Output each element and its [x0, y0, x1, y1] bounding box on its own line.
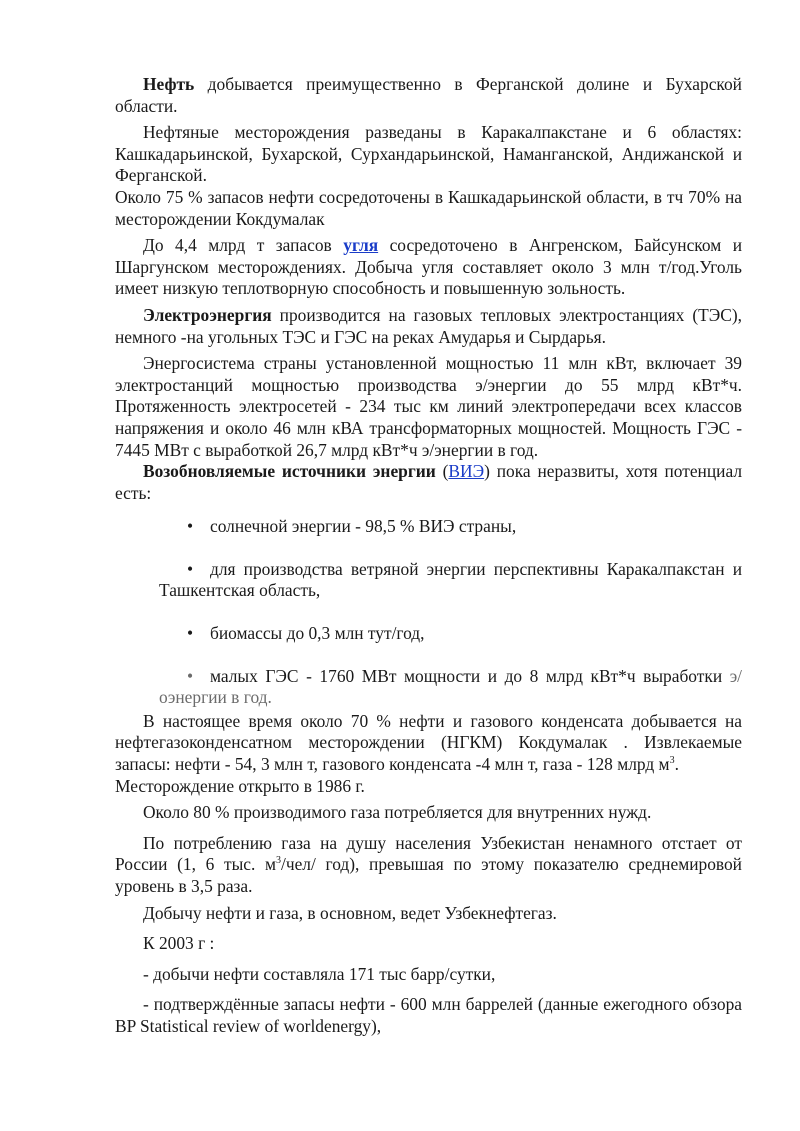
bullet-wind — [115, 559, 742, 602]
paragraph-uzbekneftegaz: Добычу нефти и газа, в основном, ведет Узбекнефтегаз. — [143, 902, 557, 923]
paragraph-proven-reserves: - подтверждённые запасы нефти - 600 млн баррелей (данные ежегодного обзора BP Statistical review of worldenergy), — [115, 994, 742, 1036]
document-body — [115, 74, 742, 1038]
paragraph-text: Нефтяные месторождения разведаны в Каракалпакстане и 6 областях: Кашкадарьинской, Бухарской, Сурхандарьинской, Наманганской, Андижанской и Ферганской. — [115, 122, 742, 186]
bullet-text: солнечной энергии - 98,5 % ВИЭ страны, — [210, 516, 517, 537]
paragraph-text: сосредоточено в Ангренском, Байсунском и Шаргунском месторождениях. Добыча угля составляет около 3 млн т/год.Уголь имеет низкую теплотворную способность и повышенную зольность. — [115, 235, 742, 299]
paragraph-oil-production: - добычи нефти составляла 171 тыс барр/сутки, — [143, 963, 496, 984]
paragraph-text: добывается преимущественно в Ферганской долине и Бухарской области. — [115, 74, 742, 116]
term-electricity: Электроэнергия — [143, 304, 272, 325]
bullet-text: для производства ветряной энергии перспективны Каракалпакстан и Ташкентская область, — [159, 558, 742, 601]
paragraph-oil-fields — [115, 122, 742, 187]
bullet-small-hydro — [115, 666, 742, 709]
bullet-icon: • — [187, 516, 194, 537]
paragraph-discovery: Месторождение открыто в 1986 г. — [115, 775, 365, 796]
paragraph-2003: К 2003 г : — [143, 933, 215, 954]
paragraph-gas-use: Около 80 % производимого газа потребляется для внутренних нужд. — [143, 802, 652, 823]
bullet-icon: • — [187, 558, 194, 579]
paragraph-text: По потреблению газа на душу населения Узбекистан ненамного отстает от России (1, 6 тыс. м — [115, 832, 742, 875]
paragraph-energy-system: Энергосистема страны установленной мощностью 11 млн кВт, включает 39 электростанций мощностью производства э/энергии до 55 млрд кВт*ч. Протяженность электросетей - 234 тыс км линий электропередачи всех классов напряжения и около 46 млн кВА трансформаторных мощностей. Мощность ГЭС - 7445 МВт с выработкой 26,7 млрд кВт*ч э/энергии в год. — [115, 353, 742, 460]
superscript: 3 — [669, 755, 675, 767]
bullet-text: биомассы до 0,3 млн тут/год, — [210, 623, 425, 644]
bullet-solar — [115, 516, 742, 538]
paragraph-text: ) пока неразвиты, хотя потенциал есть: — [115, 461, 743, 503]
paragraph-text: /чел/ год), превышая по этому показателю среднемировой уровень в 3,5 раза. — [115, 854, 742, 896]
bullet-text-faded: э/оэнергии в год. — [159, 665, 742, 708]
bullet-text: малых ГЭС - 1760 МВт мощности и до 8 млрд кВт*ч выработки — [210, 665, 723, 686]
bullet-icon: • — [187, 665, 194, 686]
term-renewables: Возобновляемые источники энергии — [143, 461, 436, 482]
paragraph-renewables: Возобновляемые источники энергии (ВИЭ) пока неразвиты, хотя потенциал есть: — [115, 461, 743, 503]
vie-link[interactable]: ВИЭ — [448, 461, 485, 482]
paragraph-oil — [115, 74, 742, 117]
paragraph-coal — [115, 235, 742, 300]
paragraph-gas-per-capita — [115, 833, 742, 898]
paragraph-kokdumalak: В настоящее время около 70 % нефти и газового конденсата добывается на нефтегазоконденсатном месторождении (НГКМ) Кокдумалак . Извлекаемые запасы: нефти - 54, 3 млн т, газового конденсата -4 млн т, газа - 128 млрд $м^3$. — [115, 710, 742, 775]
paragraph-electricity — [115, 305, 742, 348]
paragraph-text: Извлекаемые запасы: нефти - 54, 3 млн т, газового конденсата -4 млн т, газа - 128 млрд м — [115, 732, 742, 775]
coal-link[interactable]: угля — [343, 235, 379, 256]
bullet-biomass — [115, 623, 742, 645]
paragraph-text: До 4,4 млрд т запасов — [143, 235, 344, 256]
superscript: 3 — [276, 855, 282, 867]
paragraph-text: В настоящее время около 70 % нефти и газового конденсата добывается на нефтегазоконденсатном месторождении (НГКМ) Кокдумалак . — [115, 710, 742, 753]
term-oil: Нефть — [143, 74, 195, 94]
bullet-icon: • — [187, 623, 194, 644]
paragraph-oil-reserves: Около 75 % запасов нефти сосредоточены в Кашкадарьинской области, в тч 70% на месторождении Кокдумалак — [115, 186, 742, 229]
paragraph-text: производится на газовых тепловых электростанциях (ТЭС), немного -на угольных ТЭС и ГЭС на реках Амударья и Сырдарья. — [115, 304, 742, 347]
